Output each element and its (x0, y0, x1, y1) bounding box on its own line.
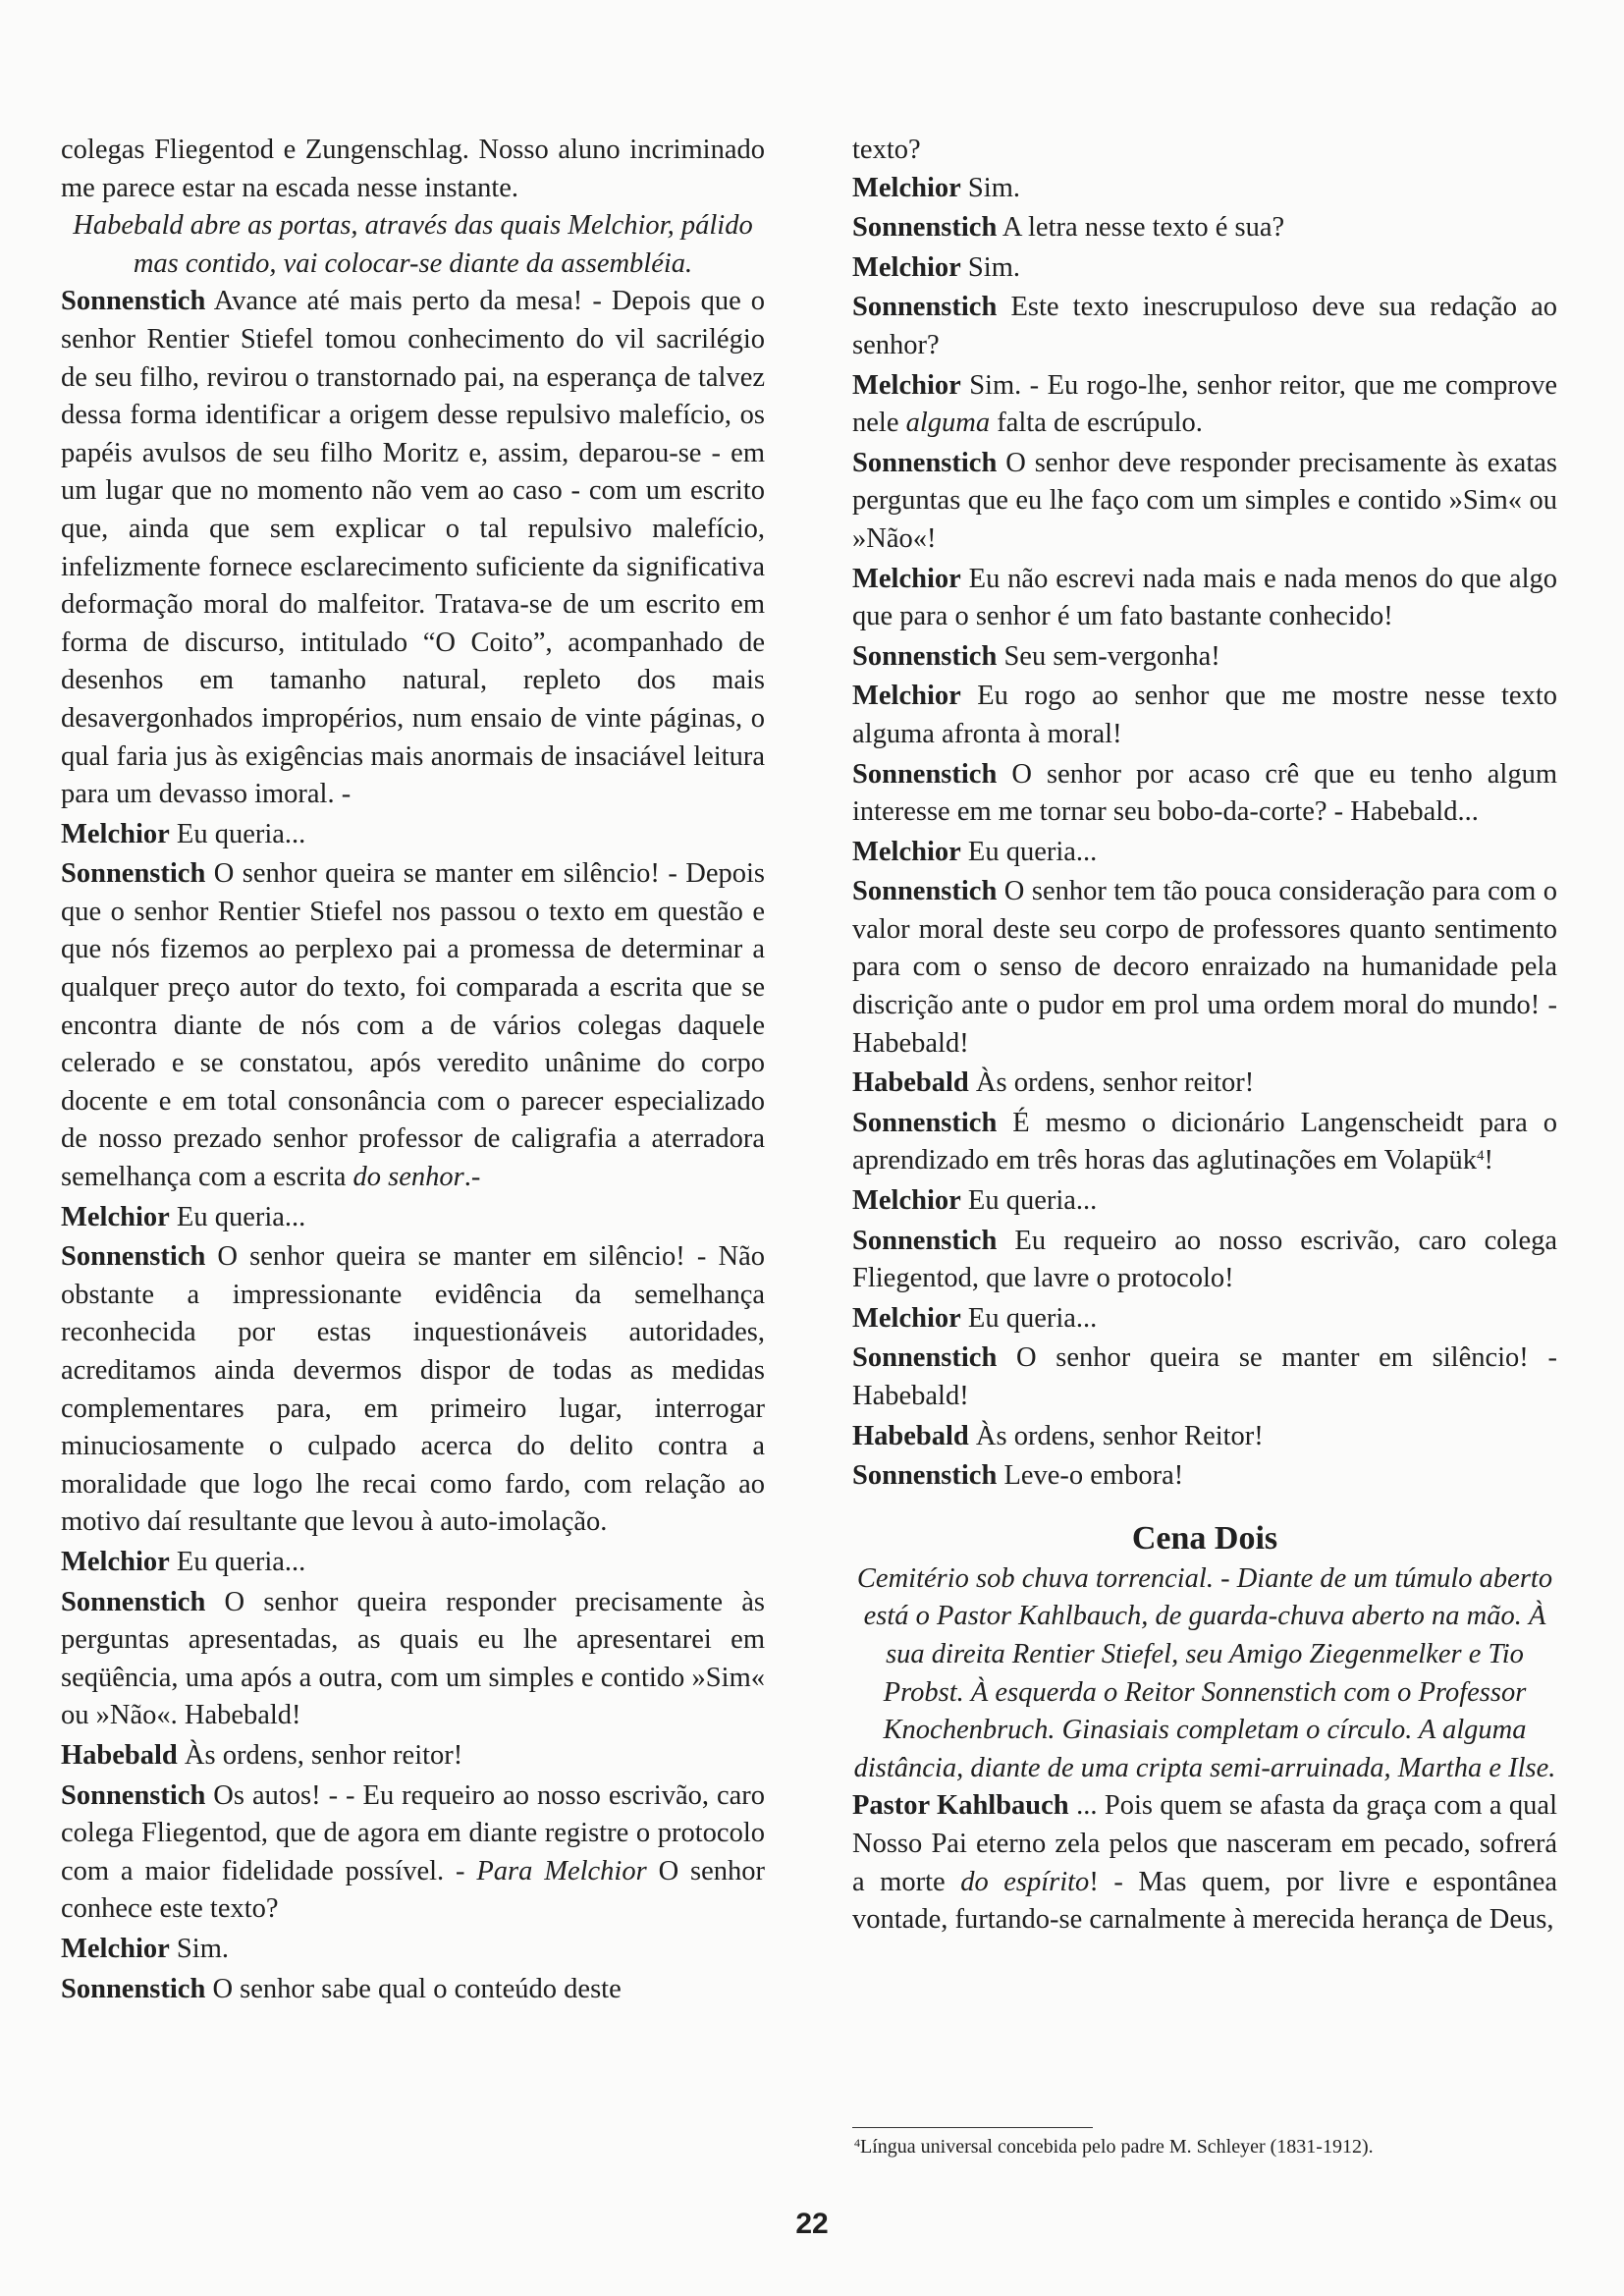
speaker: Sonnenstich (61, 1973, 206, 2004)
left-column (61, 132, 765, 2010)
speech (852, 209, 1557, 247)
speech-italic: alguma (905, 408, 991, 439)
footnote-marker: 4 (854, 2136, 860, 2150)
speech (852, 1182, 1557, 1221)
speech-text: A letra nesse texto é sua? (997, 212, 1285, 244)
speaker: Melchior (61, 818, 170, 849)
speech-text-after: falta de escrúpulo. (990, 408, 1203, 439)
speaker: Habebald (852, 1420, 969, 1451)
speaker: Sonnenstich (852, 1460, 998, 1492)
speech-text: Eu queria... (169, 1201, 306, 1232)
speech (61, 1737, 765, 1776)
speech (61, 855, 765, 1196)
speech-text: Eu queria... (960, 1302, 1098, 1334)
speech (852, 249, 1557, 288)
speaker: Sonnenstich (852, 1342, 998, 1374)
speaker: Sonnenstich (852, 758, 998, 790)
footnote-divider (852, 2127, 1093, 2128)
speech (852, 1418, 1557, 1456)
speaker: Sonnenstich (61, 1779, 206, 1811)
paragraph: colegas Fliegentod e Zungenschlag. Nosso aluno incriminado me parece estar na escada nesse instante. (61, 135, 765, 203)
speech-text: Sim. - Eu rogo-lhe, senhor reitor, que me comprove nele (852, 369, 1557, 439)
speech-text: O senhor deve responder precisamente às exatas perguntas que eu lhe faço com um simples e contido »Sim« ou »Não«! (852, 447, 1557, 554)
speaker: Melchior (852, 172, 961, 203)
speaker: Melchior (852, 681, 961, 712)
speech-text: É mesmo o dicionário Langenscheidt para o aprendizado em três horas das aglutinações em Volapük (852, 1107, 1557, 1176)
speech (61, 1777, 765, 1929)
speech (61, 1971, 765, 2009)
speech-text-after: O senhor conhece este texto? (61, 1855, 765, 1925)
speaker: Habebald (61, 1739, 178, 1771)
page-number: 22 (795, 2208, 829, 2240)
speech-text: Às ordens, senhor Reitor! (968, 1420, 1264, 1451)
speaker: Melchior (852, 563, 961, 594)
speech (852, 561, 1557, 636)
speech (852, 170, 1557, 208)
speech-text: Sim. (960, 172, 1020, 203)
speech-text: Eu queria... (169, 818, 306, 849)
speaker: Sonnenstich (852, 212, 998, 244)
speech-text: ... Pois quem se afasta da graça com a qual Nosso Pai eterno zela pelos que nasceram em pecado, sofrerá a morte (852, 1790, 1558, 1897)
speaker: Melchior (61, 1546, 170, 1577)
footnote (854, 2133, 1559, 2160)
speaker: Sonnenstich (852, 1107, 998, 1138)
speech (61, 1238, 765, 1542)
speech (61, 1931, 765, 1969)
speech (852, 1339, 1557, 1415)
speech-text: Às ordens, senhor reitor! (177, 1739, 463, 1771)
stage-direction: Habebald abre as portas, através das quais Melchior, pálido mas contido, vai colocar-se diante da assembléia. (73, 210, 753, 279)
speech (852, 834, 1557, 872)
speech (852, 1105, 1557, 1180)
speech-italic: do espírito (960, 1866, 1090, 1897)
speech (852, 1457, 1557, 1496)
speech (852, 367, 1557, 443)
speech-text: Leve-o embora! (997, 1460, 1184, 1492)
speech (852, 1223, 1557, 1298)
speech (61, 1544, 765, 1582)
speech (852, 678, 1557, 753)
speech-text: O senhor por acaso crê que eu tenho algum interesse em me tornar seu bobo-da-corte? - Habebald... (852, 758, 1557, 828)
speech-text: Eu queria... (169, 1546, 306, 1577)
speaker: Sonnenstich (852, 292, 998, 323)
speech-italic: Para Melchior (476, 1855, 647, 1886)
speaker: Sonnenstich (852, 640, 998, 672)
scene-title: Cena Dois (1131, 1519, 1278, 1557)
speaker: Sonnenstich (852, 876, 998, 907)
speech-text-after: .- (463, 1162, 481, 1193)
speech-text: Eu queria... (960, 1185, 1098, 1217)
speaker: Melchior (852, 1185, 961, 1217)
speech (61, 1199, 765, 1237)
speech (852, 1787, 1557, 1939)
footnote-text: Língua universal concebida pelo padre M. Schleyer (1831-1912). (860, 2136, 1374, 2158)
speaker: Melchior (852, 836, 961, 867)
speaker: Sonnenstich (61, 1586, 206, 1617)
speech (852, 1065, 1557, 1103)
speaker: Sonnenstich (61, 1241, 206, 1273)
speech-text: Este texto inescrupuloso deve sua redação ao senhor? (852, 292, 1557, 360)
speech-text: Eu queria... (960, 836, 1098, 867)
speech-text: O senhor queira responder precisamente às perguntas apresentadas, as quais eu lhe apresentarei em seqüência, uma após a outra, com um simples e contido »Sim« ou »Não«. Habebald! (61, 1586, 765, 1731)
speech-text: O senhor queira se manter em silêncio! - Habebald! (852, 1342, 1557, 1411)
speaker: Melchior (852, 1302, 961, 1334)
speech-italic: do senhor (352, 1162, 464, 1193)
speech-text: O senhor queira se manter em silêncio! - Depois que o senhor Rentier Stiefel nos passou o texto em questão e que nós fizemos ao perplexo pai a promessa de determinar a qualquer preço autor do texto, foi comparada a escrita que se encontra diante de nós com a de vários colegas daquele celerado e se constatou, após veredito unânime do corpo docente e em total consonância com o parecer especializado de nosso prezado senhor professor de caligrafia a aterradora semelhança com a escrita (61, 858, 765, 1193)
speech-text: Eu não escrevi nada mais e nada menos do que algo que para o senhor é um fato bastante conhecido! (852, 563, 1557, 632)
speech-text-after: ! - Mas quem, por livre e espontânea vontade, furtando-se carnalmente à merecida herança de Deus, (852, 1866, 1557, 1936)
speech-text: Seu sem-vergonha! (997, 640, 1220, 672)
speech (61, 816, 765, 854)
speech (61, 283, 765, 813)
speaker: Melchior (852, 369, 961, 401)
speech (852, 873, 1557, 1063)
speech-text: Eu requeiro ao nosso escrivão, caro colega Fliegentod, que lavre o protocolo! (852, 1225, 1557, 1294)
speech (852, 1300, 1557, 1339)
speaker: Sonnenstich (61, 286, 206, 317)
scene-direction: Cemitério sob chuva torrencial. - Diante de um túmulo aberto está o Pastor Kahlbauch, de guarda-chuva aberto na mão. À sua direita Rentier Stiefel, seu Amigo Ziegenmelker e Tio Probst. À esquerda o Reitor Sonnenstich com o Professor Knochenbruch. Ginasiais completam o círculo. A alguma distância, diante de uma cripta semi-arruinada, Martha e Ilse. (853, 1562, 1556, 1783)
speaker: Habebald (852, 1067, 969, 1099)
speech (852, 289, 1557, 364)
speech-text: O senhor sabe qual o conteúdo deste (205, 1973, 622, 2004)
speaker: Sonnenstich (61, 858, 206, 890)
speech (852, 445, 1557, 559)
speech-text: Avance até mais perto da mesa! - Depois que o senhor Rentier Stiefel tomou conhecimento do vil sacrilégio de seu filho, revirou o transtornado pai, na esperança de talvez dessa forma identificar a origem desse repulsivo malefício, os papéis avulsos de seu filho Moritz e, assim, deparou-se - em um lugar que no momento não vem ao caso - com um escrito que, ainda que sem explicar o tal repulsivo malefício, infelizmente fornece esclarecimento suficiente da significativa deformação moral do malfeitor. Tratava-se de um escrito em forma de discurso, intitulado “O Coito”, acompanhado de desenhos em tamanho natural, repleto dos mais desavergonhados impropérios, num ensaio de vinte páginas, o qual faria jus às exigências mais anormais de insaciável leitura para um devasso imoral. - (61, 286, 765, 810)
speaker: Melchior (61, 1933, 170, 1964)
speaker: Melchior (852, 251, 961, 283)
speech-text: Sim. (169, 1933, 229, 1964)
speaker: Melchior (61, 1201, 170, 1232)
speech-text: Eu rogo ao senhor que me mostre nesse texto alguma afronta à moral! (852, 681, 1557, 749)
speech-text: O senhor queira se manter em silêncio! - Não obstante a impressionante evidência da semelhança reconhecida por estas inquestionáveis autoridades, acreditamos ainda devermos dispor de todas as medidas complementares para, em primeiro lugar, interrogar minuciosamente o culpado acerca do delito contra a moralidade que logo lhe recai como fardo, com relação ao motivo daí resultante que levou à auto-imolação. (61, 1241, 765, 1538)
speaker: Pastor Kahlbauch (852, 1790, 1069, 1822)
speech-text: O senhor tem tão pouca consideração para com o valor moral deste seu corpo de professores quanto sentimento para com o senso de decoro enraizado na humanidade pela discrição ante o pudor em prol uma ordem moral do mundo! - Habebald! (852, 876, 1557, 1059)
footnote-ref: 4 (1477, 1148, 1485, 1165)
speech-text: Sim. (960, 251, 1020, 283)
speech (852, 638, 1557, 677)
speech (61, 1584, 765, 1735)
speaker: Sonnenstich (852, 447, 998, 478)
speech-text: Às ordens, senhor reitor! (968, 1067, 1255, 1099)
speech-text-after: ! (1484, 1145, 1494, 1176)
speech (852, 756, 1557, 832)
speaker: Sonnenstich (852, 1225, 998, 1256)
right-column (852, 132, 1557, 1941)
paragraph: texto? (852, 135, 921, 165)
speech-text: Os autos! - - Eu requeiro ao nosso escrivão, caro colega Fliegentod, que de agora em diante registre o protocolo com a maior fidelidade possível. - (61, 1779, 765, 1886)
